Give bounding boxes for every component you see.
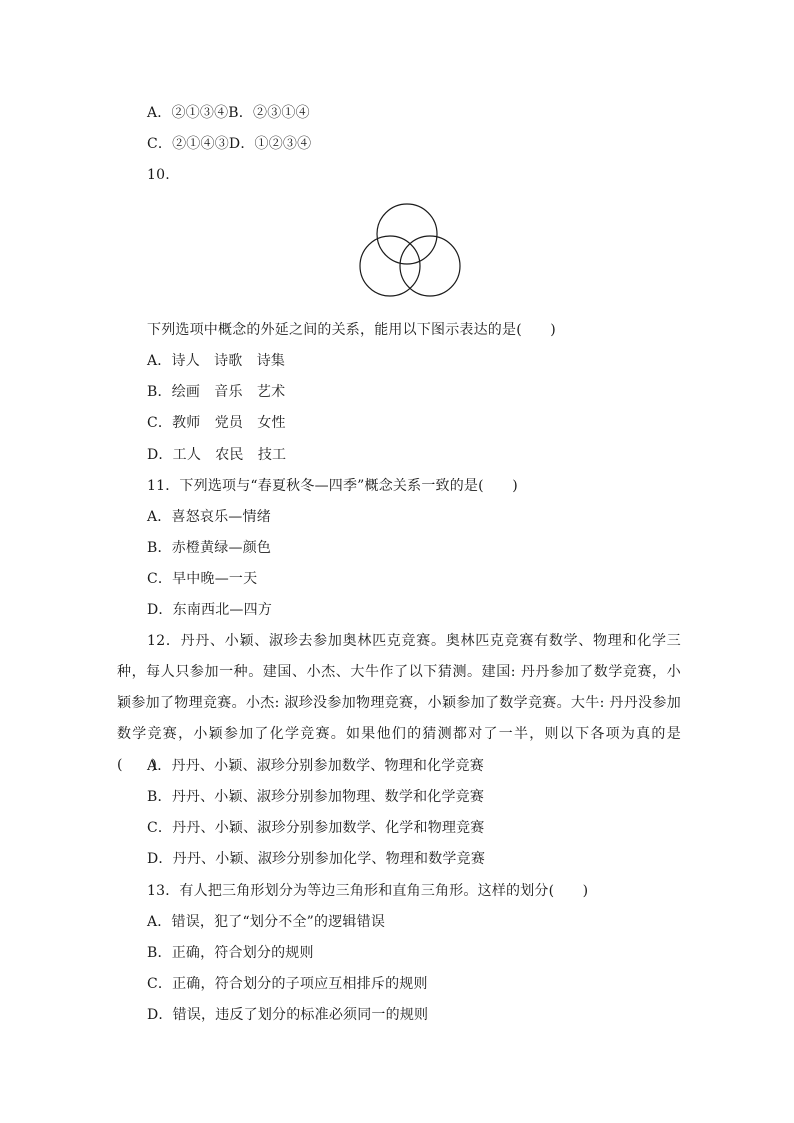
q10-option-c: C．教师 党员 女性	[147, 415, 286, 431]
venn-circle-right	[400, 236, 460, 296]
q12-option-d: D．丹丹、小颖、淑珍分别参加化学、物理和数学竞赛	[147, 851, 486, 867]
venn-circle-left	[360, 236, 420, 296]
q13-option-c: C．正确，符合划分的子项应互相排斥的规则	[147, 976, 428, 992]
q9-options-ab: A．②①③④B．②③①④	[147, 105, 310, 121]
q11-option-b: B．赤橙黄绿—颜色	[147, 540, 272, 556]
q10-option-a: A．诗人 诗歌 诗集	[147, 353, 286, 369]
q12-option-a: A．丹丹、小颖、淑珍分别参加数学、物理和化学竞赛	[147, 758, 484, 774]
q12-option-b: B．丹丹、小颖、淑珍分别参加物理、数学和化学竞赛	[147, 789, 485, 805]
q12-option-c: C．丹丹、小颖、淑珍分别参加数学、化学和物理竞赛	[147, 820, 485, 836]
q9-options-cd: C．②①④③D．①②③④	[147, 136, 312, 152]
venn-circle-top	[377, 204, 437, 264]
q11-option-a: A．喜怒哀乐—情绪	[147, 509, 271, 525]
q11-stem: 11．下列选项与“春夏秋冬—四季”概念关系一致的是( )	[147, 478, 518, 494]
q13-option-d: D．错误，违反了划分的标准必须同一的规则	[147, 1007, 429, 1023]
q10-number: 10.	[147, 167, 170, 183]
q13-option-a: A．错误，犯了“划分不全”的逻辑错误	[147, 914, 386, 930]
venn-diagram	[355, 198, 465, 302]
q10-option-b: B．绘画 音乐 艺术	[147, 384, 286, 400]
q10-stem: 下列选项中概念的外延之间的关系，能用以下图示表达的是( )	[147, 322, 556, 338]
q13-option-b: B．正确，符合划分的规则	[147, 945, 314, 961]
q12-stem: 12．丹丹、小颖、淑珍去参加奥林匹克竞赛。奥林匹克竞赛有数学、物理和化学三种，每人只参加一种。建国、小杰、大牛作了以下猜测。建国: 丹丹参加了数学竞赛，小颖参加了物理竞赛。小杰: 淑珍没参加物理竞赛，小颖参加了数学竞赛。大牛: 丹丹没参加数学竞赛，小颖参加了化学竞赛。如果他们的猜测都对了一半，则以下各项为真的是( )	[117, 633, 681, 773]
q11-option-c: C．早中晚—一天	[147, 571, 258, 587]
q10-option-d: D．工人 农民 技工	[147, 447, 287, 463]
q11-option-d: D．东南西北—四方	[147, 602, 273, 618]
q13-stem: 13．有人把三角形划分为等边三角形和直角三角形。这样的划分( )	[147, 883, 589, 899]
